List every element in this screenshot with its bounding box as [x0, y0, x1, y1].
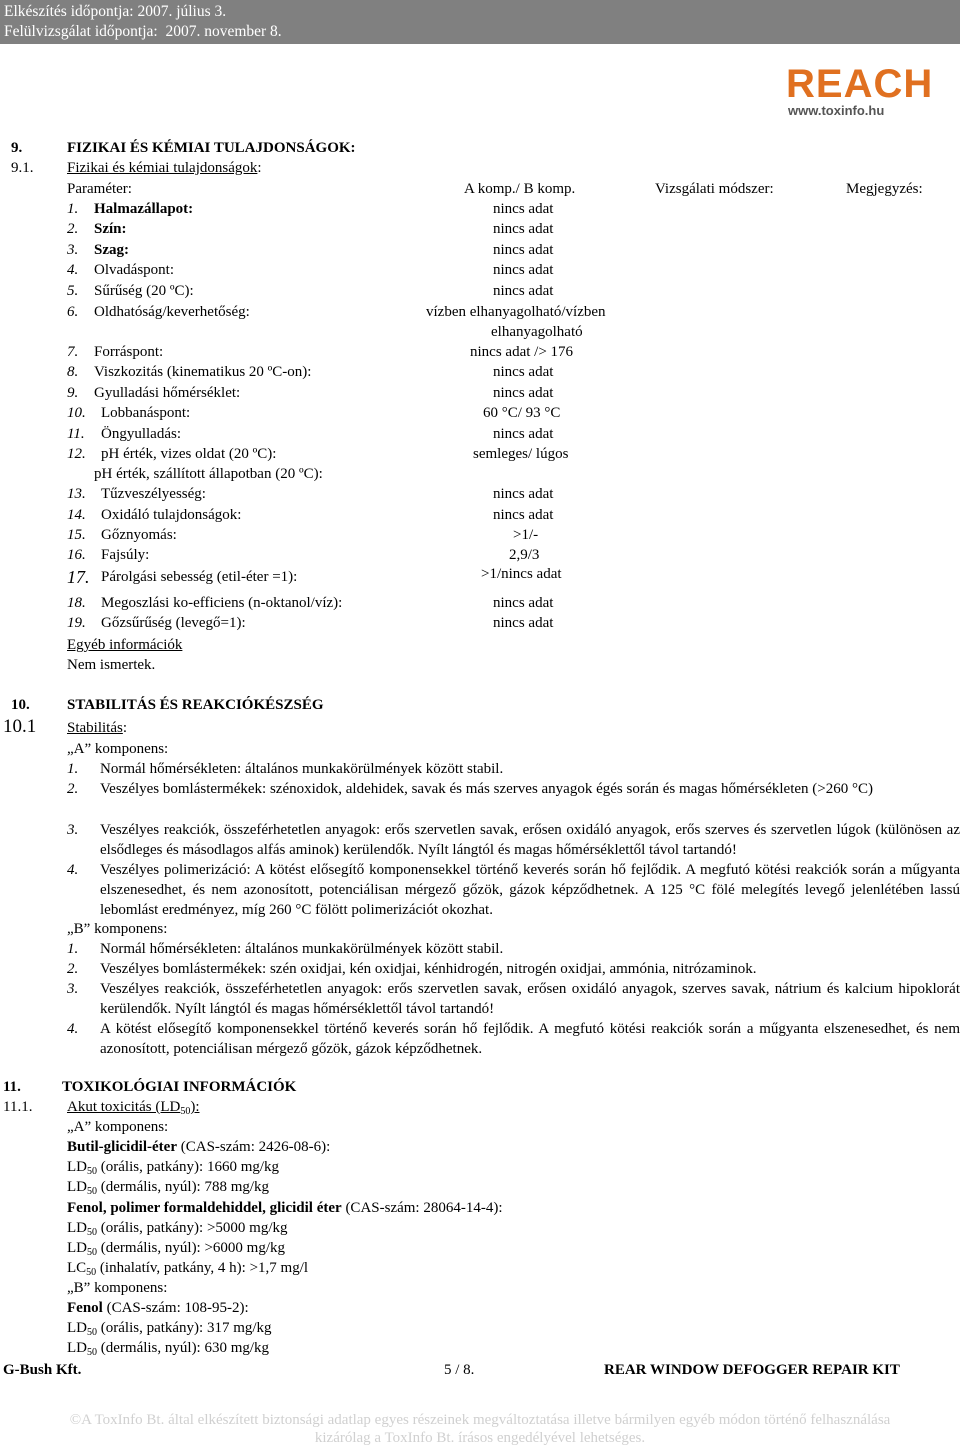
- stability-item-number: 4.: [67, 1021, 79, 1037]
- property-number: 9.: [67, 385, 79, 401]
- property-number: 7.: [67, 344, 79, 360]
- other-info-title: Egyéb információk: [67, 637, 183, 653]
- stability-item-text: Normál hőmérsékleten: általános munkakörülmények között stabil.: [100, 761, 504, 777]
- property-label: Oldhatóság/keverhetőség:: [94, 304, 250, 320]
- revised-date-line: [4, 22, 282, 42]
- property-number: 1.: [67, 201, 79, 217]
- stability-item-number: 1.: [67, 761, 79, 777]
- property-label: Forráspont:: [94, 344, 164, 360]
- stability-item-text: A kötést elősegítő komponensekkel történő keverés során hő fejlődik. A megfutó kötési reakciók során a műgyanta elszenesedhet, és nem azonosított, potenciálisan mérgező gőzök, gázok képződhetnek.: [100, 1021, 960, 1057]
- property-value-cont: elhanyagolható: [491, 324, 583, 340]
- property-number: 17.: [67, 567, 90, 587]
- tox-component-b-label: „B” komponens:: [67, 1280, 168, 1296]
- section-9-1-title: Fizikai és kémiai tulajdonságok:: [67, 160, 262, 176]
- property-value: nincs adat: [493, 385, 554, 401]
- header-bar: [0, 0, 960, 44]
- property-label: Gőzsűrűség (levegő=1):: [101, 615, 246, 631]
- stability-item-number: 3.: [67, 981, 79, 997]
- tox-value: $LD_{50}$ (orális, patkány): 1660 mg/kg: [67, 1159, 280, 1177]
- tox-value: $LD_{50}$ (orális, patkány): >5000 mg/kg: [67, 1220, 288, 1238]
- tox-value: $LD_{50}$ (dermális, nyúl): 630 mg/kg: [67, 1340, 270, 1358]
- property-label: Szag:: [94, 242, 129, 258]
- section-11-1-title: Akut toxicitás $(LD_{50})$:: [67, 1099, 200, 1117]
- reach-logo: [786, 64, 958, 124]
- stability-item-text: Veszélyes bomlástermékek: szénoxidok, aldehidek, savak és más szerves anyagok égés során és magas hőmérsékleten (>260 °C): [100, 781, 873, 797]
- property-label: Gyulladási hőmérséklet:: [94, 385, 241, 401]
- section-10-1-title: Stabilitás:: [67, 720, 128, 736]
- property-number: 14.: [67, 507, 86, 523]
- component-a-label: „A” komponens:: [67, 741, 169, 757]
- column-parameter: Paraméter:: [67, 181, 132, 197]
- property-value: vízben elhanyagolható/vízben: [426, 304, 606, 320]
- stability-item-number: 3.: [67, 822, 79, 838]
- property-value: nincs adat: [493, 221, 554, 237]
- stability-item-text: Veszélyes polimerizáció: A kötést elősegítő komponensekkel történő keverés során hő fejlődik. A megfutó kötési reakciók során a műgyanta elszenesedhet, és nem azonosított, potenciálisan mérgező gőzök, gázok képződhetnek. A 125 °C fölé melegítés levegő jelenlétében lassú lebomlást eredményez, míg 260 °C fölött polimerizációt okozhat.: [100, 862, 960, 918]
- property-value: nincs adat: [493, 595, 554, 611]
- property-label: Szín:: [94, 221, 127, 237]
- section-9-number: 9.: [11, 140, 23, 156]
- created-date: Elkészítés időpontja: 2007. július 3.: [4, 3, 227, 20]
- section-9-1-number: 9.1.: [11, 160, 34, 176]
- property-number: 19.: [67, 615, 86, 631]
- column-method: Vizsgálati módszer:: [655, 181, 774, 197]
- column-component: A komp./ B komp.: [464, 181, 576, 197]
- property-label: pH érték, vizes oldat (20 ºC):: [101, 446, 277, 462]
- property-value: >1/-: [513, 527, 539, 543]
- property-number: 8.: [67, 364, 79, 380]
- stability-item-text: Normál hőmérsékleten: általános munkakörülmények között stabil.: [100, 941, 504, 957]
- stability-item-text: Veszélyes reakciók, összeférhetetlen anyagok: erős szervetlen savak, erősen oxidáló anyagok, szerves savak, nátrium és kalcium hipoklorát kerülendők. Nyílt lángtól és magas hőmérséklettől távol tartandó!: [100, 981, 960, 1017]
- substance-fenol-polimer: Fenol, polimer formaldehiddel, glicidil éter (CAS-szám: 28064-14-4):: [67, 1200, 503, 1216]
- property-label: Öngyulladás:: [101, 426, 181, 442]
- property-number: 3.: [67, 242, 79, 258]
- property-label: Olvadáspont:: [94, 262, 174, 278]
- section-9-title: FIZIKAI ÉS KÉMIAI TULAJDONSÁGOK:: [67, 140, 356, 156]
- property-value: nincs adat: [493, 486, 554, 502]
- substance-fenol: Fenol (CAS-szám: 108-95-2):: [67, 1300, 249, 1316]
- tox-value: $LC_{50}$ (inhalatív, patkány, 4 h): >1,7 mg/l: [67, 1260, 309, 1278]
- other-info-text: Nem ismertek.: [67, 657, 156, 673]
- property-label: Fajsúly:: [101, 547, 150, 563]
- stability-item-text: Veszélyes reakciók, összeférhetetlen anyagok: erős szervetlen savak, erősen oxidáló anyagok, erős szerves és szervetlen lúgok (különösen az elsődleges és másodlagos alfás aminok) kerülendők. Nyílt lángtól és magas hőmérséklettől távol tartandó!: [100, 822, 960, 858]
- tox-component-a-label: „A” komponens:: [67, 1119, 169, 1135]
- property-number: 4.: [67, 262, 79, 278]
- property-value: nincs adat: [493, 426, 554, 442]
- property-value: nincs adat: [493, 364, 554, 380]
- substance-butil: Butil-glicidil-éter (CAS-szám: 2426-08-6):: [67, 1139, 331, 1155]
- section-10-1-number: 10.1: [3, 716, 37, 737]
- stability-item-text: Veszélyes bomlástermékek: szén oxidjai, kén oxidjai, kénhidrogén, nitrogén oxidjai, ammónia, nitrózaminok.: [100, 961, 757, 977]
- column-note: Megjegyzés:: [846, 181, 923, 197]
- reach-logo-text: REACH: [786, 62, 934, 106]
- section-11-number: 11.: [3, 1079, 21, 1095]
- property-value: >1/nincs adat: [481, 566, 562, 582]
- property-label: Oxidáló tulajdonságok:: [101, 507, 242, 523]
- revised-label: Felülvizsgálat időpontja:: [4, 23, 158, 40]
- component-b-label: „B” komponens:: [67, 921, 168, 937]
- section-10-number: 10.: [11, 697, 30, 713]
- property-number: 12.: [67, 446, 86, 462]
- property-number: 2.: [67, 221, 79, 237]
- property-value: nincs adat: [493, 507, 554, 523]
- property-value: nincs adat: [493, 262, 554, 278]
- property-label-cont: pH érték, szállított állapotban (20 ºC):: [94, 466, 323, 482]
- property-value: semleges/ lúgos: [473, 446, 569, 462]
- tox-value: $LD_{50}$ (dermális, nyúl): 788 mg/kg: [67, 1179, 270, 1197]
- property-value: 60 °C/ 93 °C: [483, 405, 561, 421]
- property-label: Halmazállapot:: [94, 201, 194, 217]
- property-value: 2,9/3: [509, 547, 540, 563]
- copyright-line-1: ©A ToxInfo Bt. által elkészített biztonsági adatlap egyes részeinek megváltoztatása illetve bármilyen egyéb módon történő felhasználása: [69, 1412, 891, 1428]
- property-value: nincs adat /> 176: [470, 344, 574, 360]
- property-value: nincs adat: [493, 615, 554, 631]
- property-value: nincs adat: [493, 201, 554, 217]
- property-number: 13.: [67, 486, 86, 502]
- property-number: 6.: [67, 304, 79, 320]
- copyright-line-2: kizárólag a ToxInfo Bt. írásos engedélyével lehetséges.: [314, 1430, 646, 1446]
- property-label: Tűzveszélyesség:: [101, 486, 206, 502]
- property-number: 15.: [67, 527, 86, 543]
- section-11-1-number: 11.1.: [3, 1099, 33, 1115]
- logo-url: www.toxinfo.hu: [788, 103, 885, 118]
- property-number: 16.: [67, 547, 86, 563]
- stability-item-number: 1.: [67, 941, 79, 957]
- property-label: Gőznyomás:: [101, 527, 177, 543]
- copyright-notice: [0, 1411, 960, 1447]
- property-label: Viszkozitás (kinematikus 20 ºC-on):: [94, 364, 312, 380]
- footer-page-number: 5 / 8.: [444, 1362, 475, 1378]
- property-value: nincs adat: [493, 242, 554, 258]
- property-number: 18.: [67, 595, 86, 611]
- section-11-title: TOXIKOLÓGIAI INFORMÁCIÓK: [62, 1079, 297, 1095]
- property-number: 10.: [67, 405, 86, 421]
- stability-item-number: 2.: [67, 781, 79, 797]
- property-label: Lobbanáspont:: [101, 405, 191, 421]
- footer-company: G-Bush Kft.: [3, 1362, 82, 1378]
- property-label: Párolgási sebesség (etil-éter =1):: [101, 569, 298, 585]
- tox-value: $LD_{50}$ (orális, patkány): 317 mg/kg: [67, 1320, 272, 1338]
- property-label: Sűrűség (20 ºC):: [94, 283, 194, 299]
- property-number: 5.: [67, 283, 79, 299]
- footer-product: REAR WINDOW DEFOGGER REPAIR KIT: [604, 1362, 900, 1378]
- property-number: 11.: [67, 426, 85, 442]
- property-value: nincs adat: [493, 283, 554, 299]
- property-label: Megoszlási ko-efficiens (n-oktanol/víz):: [101, 595, 343, 611]
- section-10-title: STABILITÁS ÉS REAKCIÓKÉSZSÉG: [67, 697, 324, 713]
- stability-item-number: 4.: [67, 862, 79, 878]
- tox-value: $LD_{50}$ (dermális, nyúl): >6000 mg/kg: [67, 1240, 286, 1258]
- stability-item-number: 2.: [67, 961, 79, 977]
- revised-date: 2007. november 8.: [165, 23, 282, 40]
